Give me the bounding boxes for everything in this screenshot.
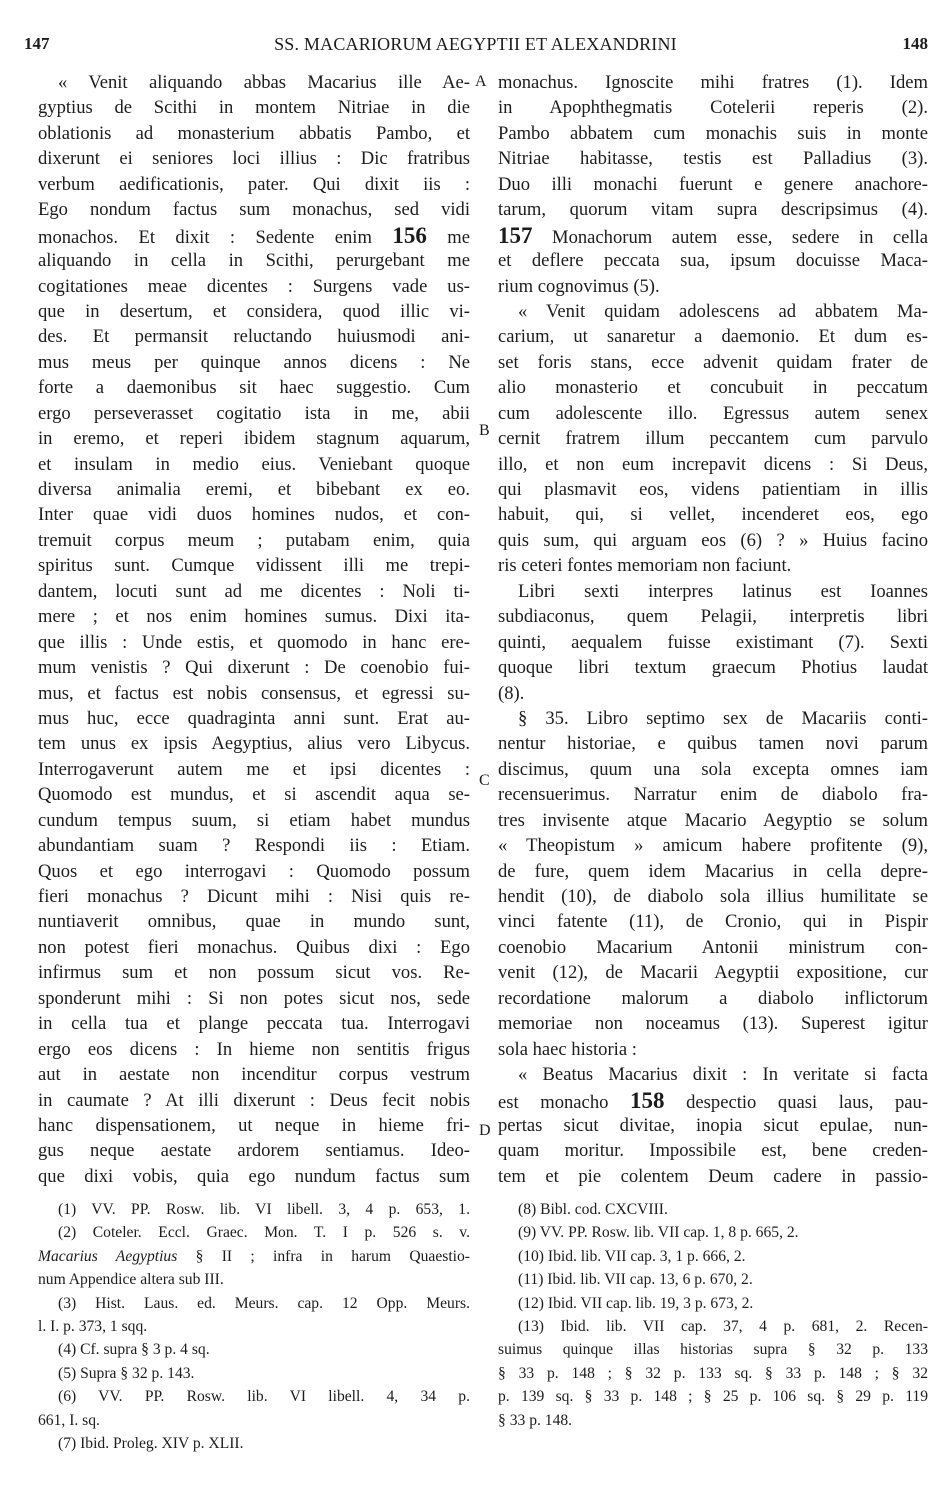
text-line: que dixi vobis, quia ego nundum factus sum	[38, 1165, 470, 1187]
line-text: me	[426, 226, 470, 248]
footnote-line: (12) Ibid. VII cap. lib. 19, 3 p. 673, 2.	[518, 1294, 754, 1312]
text-line: in eremo, et reperi ibidem stagnum aquarum,	[38, 428, 470, 450]
footnote-line: (4) Cf. supra § 3 p. 4 sq.	[58, 1341, 210, 1359]
text-line: que in desertum, et considera, quod illic vi-	[38, 300, 470, 322]
text-line: fieri monachus ? Dicunt mihi : Nisi quis re-	[38, 886, 470, 907]
italic-title: Macarius Aegyptius	[38, 1247, 178, 1265]
text-line: hendit (10), de diabolo sola illius humilitate se	[498, 886, 928, 907]
margin-letter-b: B	[479, 422, 490, 439]
text-line: dixerunt ei seniores loci illius : Dic fratribus	[38, 148, 470, 170]
text-line: abundantiam suam ? Respondi iis : Etiam.	[38, 835, 470, 857]
text-line: discimus, quum una sola excepta omnes iam	[498, 758, 928, 780]
text-line: (8).	[498, 682, 525, 704]
edition-page-marker: 157	[498, 222, 533, 248]
text-line: mere ; et nos enim homines sumus. Dixi ita-	[38, 606, 470, 628]
page-number-right: 148	[902, 34, 928, 53]
text-line: cernit fratrem illum peccantem cum parvulo	[498, 428, 928, 450]
text-line: Inter quae vidi duos homines nudos, et con-	[38, 504, 470, 526]
text-line: mus meus per quinque annos dicens : Ne	[38, 351, 470, 373]
footnote-line: § 33 p. 148.	[498, 1411, 573, 1429]
text-line: que illis : Unde estis, et quomodo in hanc ere-	[38, 631, 470, 653]
text-line: tarum, quorum vitam supra descripsimus (4).	[498, 199, 928, 221]
running-title: SS. MACARIORUM AEGYPTII ET ALEXANDRINI	[274, 34, 677, 54]
text-line: et deflere peccata sua, ipsum docuisse Maca-	[498, 250, 928, 272]
edition-page-marker: 156	[392, 222, 427, 248]
footnote-line: l. I. p. 373, 1 sqq.	[38, 1317, 148, 1335]
text-line: in cella tua et plange peccata tua. Interrogavi	[38, 1013, 470, 1035]
text-line: cum adolescente illo. Egressus autem senex	[498, 402, 928, 424]
right-text-column	[498, 70, 928, 1189]
text-line: gus neque aestate ardorem sentiamus. Ideo-	[38, 1140, 470, 1162]
text-line: recordatione malorum a diabolo inflictorum	[498, 987, 928, 1009]
left-text-column	[38, 70, 470, 1189]
text-line: oblationis ad monasterium abbatis Pambo, et	[38, 122, 470, 144]
text-line: tres invisente atque Macario Aegyptio se solum	[498, 809, 928, 831]
text-line: hanc dispensationem, ut neque in hieme fri-	[38, 1114, 470, 1136]
text-line	[498, 1088, 928, 1113]
footnote-line: p. 139 sq. § 33 p. 148 ; § 25 p. 106 sq. § 29 p. 119	[498, 1388, 928, 1406]
text-line: spiritus sunt. Cumque vidissent illi me trepi-	[38, 555, 470, 577]
text-line	[38, 223, 470, 248]
text-line: Quomodo est mundus, et si ascendit aqua se-	[38, 784, 470, 806]
text-line: et insulam in medio eius. Veniebant quoque	[38, 453, 470, 475]
line-text: monachos. Et dixit : Sedente enim	[38, 226, 393, 248]
text-line: Nitriae habitasse, testis est Palladius (3).	[498, 148, 928, 170]
text-line: cundum tempus suum, si etiam habet mundus	[38, 809, 470, 831]
text-line: qui plasmavit eos, videns patientiam in illis	[498, 479, 928, 500]
text-line: vinci fatente (11), de Cronio, qui in Pispir	[498, 911, 928, 933]
footnote-line: (1) VV. PP. Rosw. lib. VI libell. 3, 4 p. 653, 1.	[58, 1201, 470, 1218]
line-text: Monachorum autem esse, sedere in cella	[532, 226, 928, 248]
text-line: tem unus ex ipsis Aegyptius, alius vero Libycus.	[38, 733, 470, 755]
text-line: quinti, aequalem fuisse existimant (7). Sexti	[498, 631, 928, 653]
footnote-line: suimus quinque illas historias supra § 32 p. 133	[498, 1341, 928, 1359]
text-line: venit (12), de Macarii Aegyptii expositione, cur	[498, 962, 928, 984]
text-line: subdiaconus, quem Pelagii, interpretis libri	[498, 606, 928, 628]
text-line: sola haec historia :	[498, 1038, 637, 1060]
text-line: in Apophthegmatis Cotelerii reperis (2).	[498, 97, 928, 119]
text-line: quam moritur. Impossibile est, bene creden-	[498, 1140, 928, 1162]
text-line: Libri sexti interpres latinus est Ioannes	[518, 580, 928, 602]
text-line: nuntiaverit omnibus, quae in mundo sunt,	[38, 911, 470, 933]
text-line: diversa animalia eremi, et bibebant ex eo.	[38, 479, 470, 500]
footnote-line: num Appendice altera sub III.	[38, 1271, 224, 1289]
text-line: Pambo abbatem cum monachis suis in monte	[498, 122, 928, 144]
margin-letter-a: A	[475, 73, 487, 90]
text-line: quis sum, qui arguam eos (6) ? » Huius facino	[498, 529, 928, 551]
text-line: ris ceteri fontes memoriam non faciunt.	[498, 555, 792, 577]
text-line: rium cognovimus (5).	[498, 275, 660, 297]
text-line: verbum aedificationis, pater. Qui dixit iis :	[38, 173, 470, 195]
text-line: non potest fieri monachus. Quibus dixi : Ego	[38, 936, 470, 958]
text-line: mum venistis ? Qui dixerunt : De coenobio fui-	[38, 657, 470, 679]
text-line: set foris stans, ecce advenit quidam frater de	[498, 351, 928, 373]
text-line: memoriae non noceamus (13). Superest igitur	[498, 1013, 928, 1035]
text-line: Quos et ego interrogavi : Quomodo possum	[38, 860, 470, 882]
text-line: aliquando in cella in Scithi, perurgebant me	[38, 250, 470, 272]
text-line: « Beatus Macarius dixit : In veritate si facta	[518, 1064, 928, 1086]
text-line: Interrogaverunt autem me et ipsi dicentes :	[38, 758, 470, 780]
text-line: « Venit aliquando abbas Macarius ille Ae-	[58, 72, 470, 93]
edition-page-marker: 158	[630, 1087, 665, 1113]
text-line: ergo eos dicens : In hieme non sentitis frigus	[38, 1038, 470, 1060]
text-line: nentur historiae, e quibus tamen novi parum	[498, 733, 928, 755]
margin-letter-c: C	[479, 772, 490, 789]
footnote-line: (10) Ibid. lib. VII cap. 3, 1 p. 666, 2.	[518, 1247, 746, 1265]
text-line: « Venit quidam adolescens ad abbatem Ma-	[518, 300, 928, 322]
footnote-line: Macarius Aegyptius § II ; infra in harum Quaestio-	[38, 1247, 470, 1265]
text-line: coenobio Macarium Antonii ministrum con-	[498, 936, 928, 958]
text-line: tremuit corpus meum ; putabam enim, quia	[38, 529, 470, 551]
footnote-line: (7) Ibid. Proleg. XIV p. XLII.	[58, 1434, 244, 1452]
footnote-line: (2) Coteler. Eccl. Graec. Mon. T. I p. 526 s. v.	[58, 1224, 470, 1242]
margin-letter-d: D	[479, 1122, 491, 1139]
text-line: des. Et permansit reluctando huiusmodi ani-	[38, 326, 470, 348]
text-line: de fure, quem idem Macarius in cella depre-	[498, 860, 928, 882]
text-line: « Theopistum » amicum habere profitente (9),	[498, 835, 928, 857]
text-line: § 35. Libro septimo sex de Macariis conti-	[518, 707, 928, 729]
footnote-line: (9) VV. PP. Rosw. lib. VII cap. 1, 8 p. 665, 2.	[518, 1224, 799, 1242]
text-line: pertas sicut divitae, inopia sicut epulae, nun-	[498, 1114, 928, 1136]
text-line: ergo perseverasset cogitatio ista in me, abii	[38, 402, 470, 424]
page-header	[0, 34, 951, 58]
footnote-line: (11) Ibid. lib. VII cap. 13, 6 p. 670, 2.	[518, 1271, 753, 1289]
text-line: Ego nondum factus sum monachus, sed vidi	[38, 199, 470, 221]
text-line: quoque libri textum graecum Photius laudat	[498, 657, 928, 679]
text-line	[498, 223, 928, 248]
text-line: in caumate ? At illi dixerunt : Deus fecit nobis	[38, 1089, 470, 1111]
footnote-line: 661, I. sq.	[38, 1411, 100, 1429]
text-line: gyptius de Scithi in montem Nitriae in die	[38, 97, 470, 119]
text-line: tem et pie colentem Deum cadere in passio-	[498, 1165, 928, 1187]
text-line: Duo illi monachi fuerunt e genere anachore-	[498, 173, 928, 195]
page-number-left: 147	[24, 34, 50, 53]
line-text: est monacho	[498, 1091, 631, 1113]
text-line: forte a daemonibus sit haec suggestio. Cum	[38, 377, 470, 399]
footnote-line: (5) Supra § 32 p. 143.	[58, 1364, 195, 1382]
text-line: mus, et factus est nobis consensus, et egressi su-	[38, 682, 470, 704]
line-text: despectio quasi laus, pau-	[664, 1091, 929, 1113]
text-line: illo, et non eum increpavit dicens : Si Deus,	[498, 453, 928, 475]
text-line: aut in aestate non incenditur corpus vestrum	[38, 1064, 470, 1086]
text-line: sponderunt mihi : Si non potes sicut nos, sede	[38, 987, 470, 1009]
text-line: mus huc, ecce quadraginta anni sunt. Erat au-	[38, 707, 470, 729]
text-line: monachus. Ignoscite mihi fratres (1). Idem	[498, 72, 928, 93]
text-line: cogitationes meae dicentes : Surgens vade us-	[38, 275, 470, 297]
footnote-line: (8) Bibl. cod. CXCVIII.	[518, 1201, 668, 1218]
footnote-line: (13) Ibid. lib. VII cap. 37, 4 p. 681, 2. Recen-	[518, 1317, 928, 1335]
text-line: carium, ut sanaretur a daemonio. Et dum es-	[498, 326, 928, 348]
text-line: infirmus sum et non possum sicut vos. Re-	[38, 962, 470, 984]
text-line: alio monasterio et concubuit in peccatum	[498, 377, 928, 399]
footnotes-right	[498, 1198, 928, 1432]
text-line: recensuerimus. Narratur enim de diabolo fra-	[498, 784, 928, 806]
footnotes-left	[38, 1198, 470, 1455]
text-line: dantem, locuti sunt ad me dicentes : Noli ti-	[38, 580, 470, 602]
footnote-line: (6) VV. PP. Rosw. lib. VI libell. 4, 34 p.	[58, 1388, 470, 1406]
footnote-line: § 33 p. 148 ; § 32 p. 133 sq. § 33 p. 148 ; § 32	[498, 1364, 928, 1382]
text-line: habuit, qui, si vellet, incenderet eos, ego	[498, 504, 928, 526]
footnote-line: (3) Hist. Laus. ed. Meurs. cap. 12 Opp. Meurs.	[58, 1294, 470, 1312]
